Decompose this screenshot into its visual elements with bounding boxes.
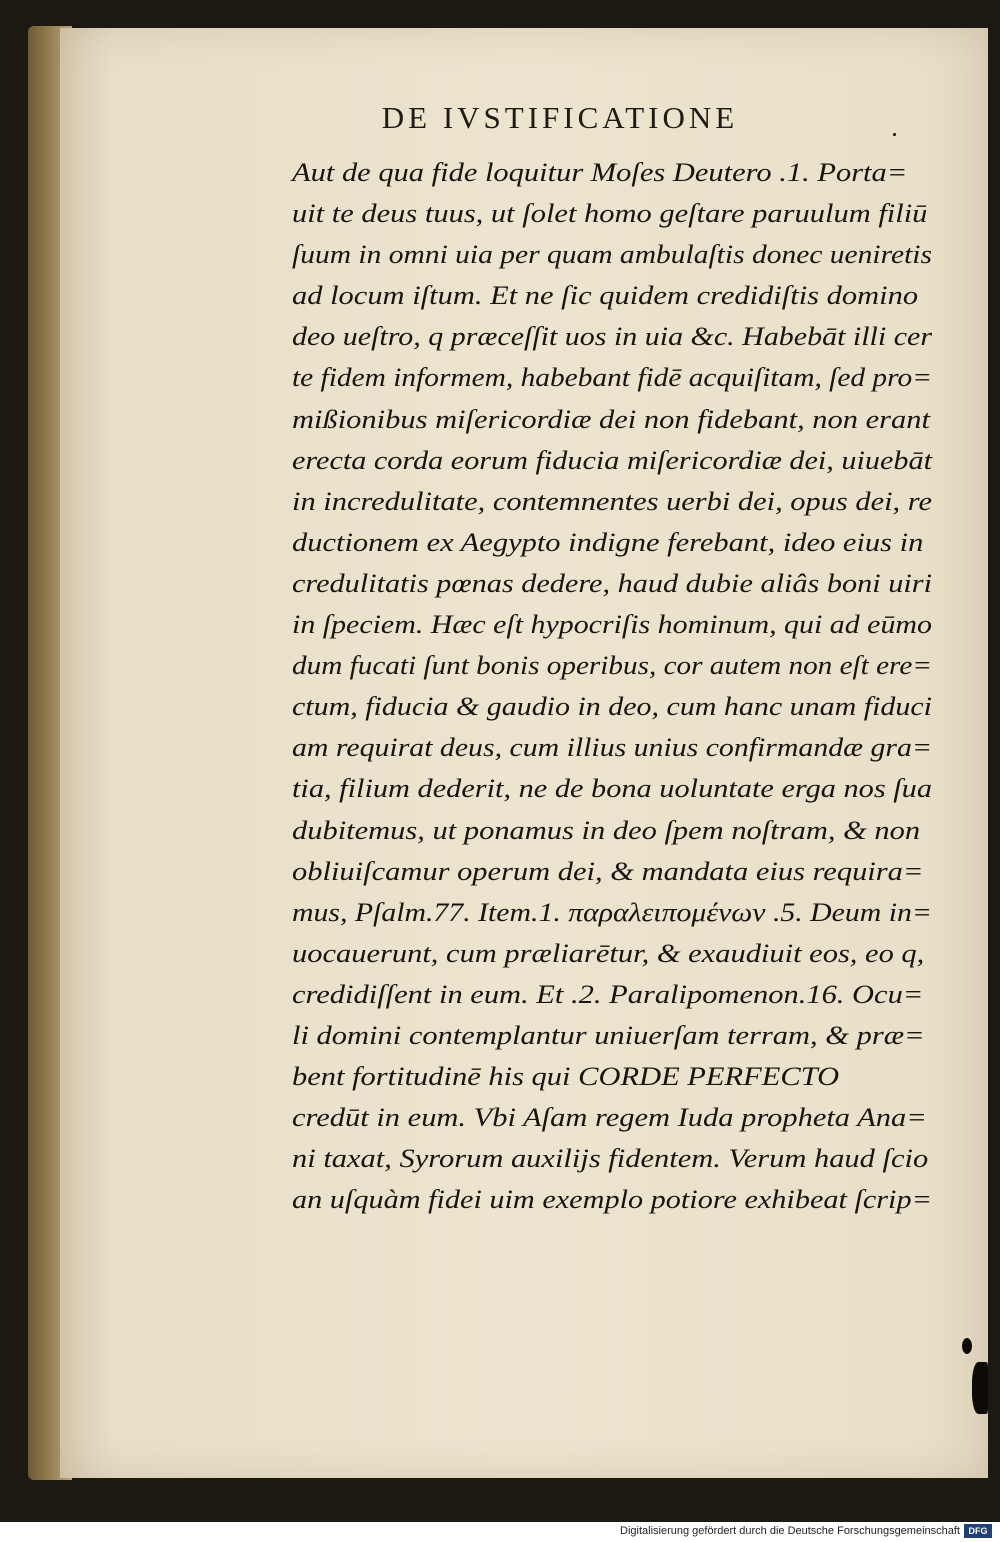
text-line: deo ueſtro, q præceſſit uos in uia &c. Habebāt illi cer — [292, 321, 932, 352]
text-line: credulitatis pœnas dedere, haud dubie aliâs boni uiri — [292, 567, 932, 598]
ink-speck — [972, 1362, 988, 1414]
text-line: ctum, fiducia & gaudio in deo, cum hanc unam fiduci — [292, 691, 932, 722]
text-line: ni taxat, Syrorum auxilijs fidentem. Verum haud ſcio — [292, 1143, 929, 1174]
text-line: bent fortitudinē his qui CORDE PERFECTO — [292, 1061, 840, 1092]
text-line: ad locum iſtum. Et ne ſic quidem credidiſtis domino — [292, 280, 919, 311]
running-head: DE IVSTIFICATIONE — [381, 100, 739, 135]
text-line: dubitemus, ut ponamus in deo ſpem noſtram, & non — [292, 814, 921, 845]
text-line: tia, filium dederit, ne de bona uoluntate erga nos ſua — [292, 773, 932, 804]
ink-speck — [893, 133, 896, 136]
text-line: Aut de qua fide loquitur Moſes Deutero .1. Porta= — [292, 157, 908, 187]
text-line: credūt in eum. Vbi Aſam regem Iuda propheta Ana= — [292, 1102, 927, 1133]
text-line: dum fucati ſunt bonis operibus, cor autem non eſt ere= — [292, 650, 932, 681]
text-line: obliuiſcamur operum dei, & mandata eius requira= — [292, 855, 924, 886]
text-line: erecta corda eorum fiducia miſericordiæ dei, uiuebāt — [292, 444, 932, 475]
text-line: in incredulitate, contemnentes uerbi dei, opus dei, re — [292, 485, 932, 516]
text-line: uit te deus tuus, ut ſolet homo geſtare paruulum filiū — [292, 198, 928, 229]
text-line: uocauerunt, cum præliarētur, & exaudiuit eos, eo q, — [292, 937, 925, 968]
text-line: ſuum in omni uia per quam ambulaſtis donec ueniretis — [292, 239, 932, 270]
text-line: am requirat deus, cum illius unius confirmandæ gra= — [292, 732, 932, 763]
text-line: ductionem ex Aegypto indigne ferebant, ideo eius in — [292, 526, 924, 557]
text-line: in ſpeciem. Hæc eſt hypocriſis hominum, qui ad eūmo — [292, 609, 932, 640]
text-line: te fidem informem, habebant fidē acquiſitam, ſed pro= — [292, 362, 932, 393]
text-line: li domini contemplantur uniuerſam terram, & præ= — [292, 1019, 925, 1050]
text-line: mißionibus miſericordiæ dei non fidebant, non erant — [292, 403, 930, 434]
dfg-logo: DFG — [964, 1524, 992, 1538]
footer-credit: Digitalisierung gefördert durch die Deutsche Forschungsgemeinschaft — [620, 1525, 960, 1537]
text-line: mus, Pſalm.77. Item.1. παραλειπομένων .5. Deum in= — [292, 896, 932, 927]
body-text — [292, 152, 932, 1220]
text-line: an uſquàm fidei uim exemplo potiore exhibeat ſcrip= — [292, 1184, 933, 1215]
text-line: credidiſſent in eum. Et .2. Paralipomenon.16. Ocu= — [292, 978, 924, 1009]
ink-speck — [962, 1338, 972, 1354]
